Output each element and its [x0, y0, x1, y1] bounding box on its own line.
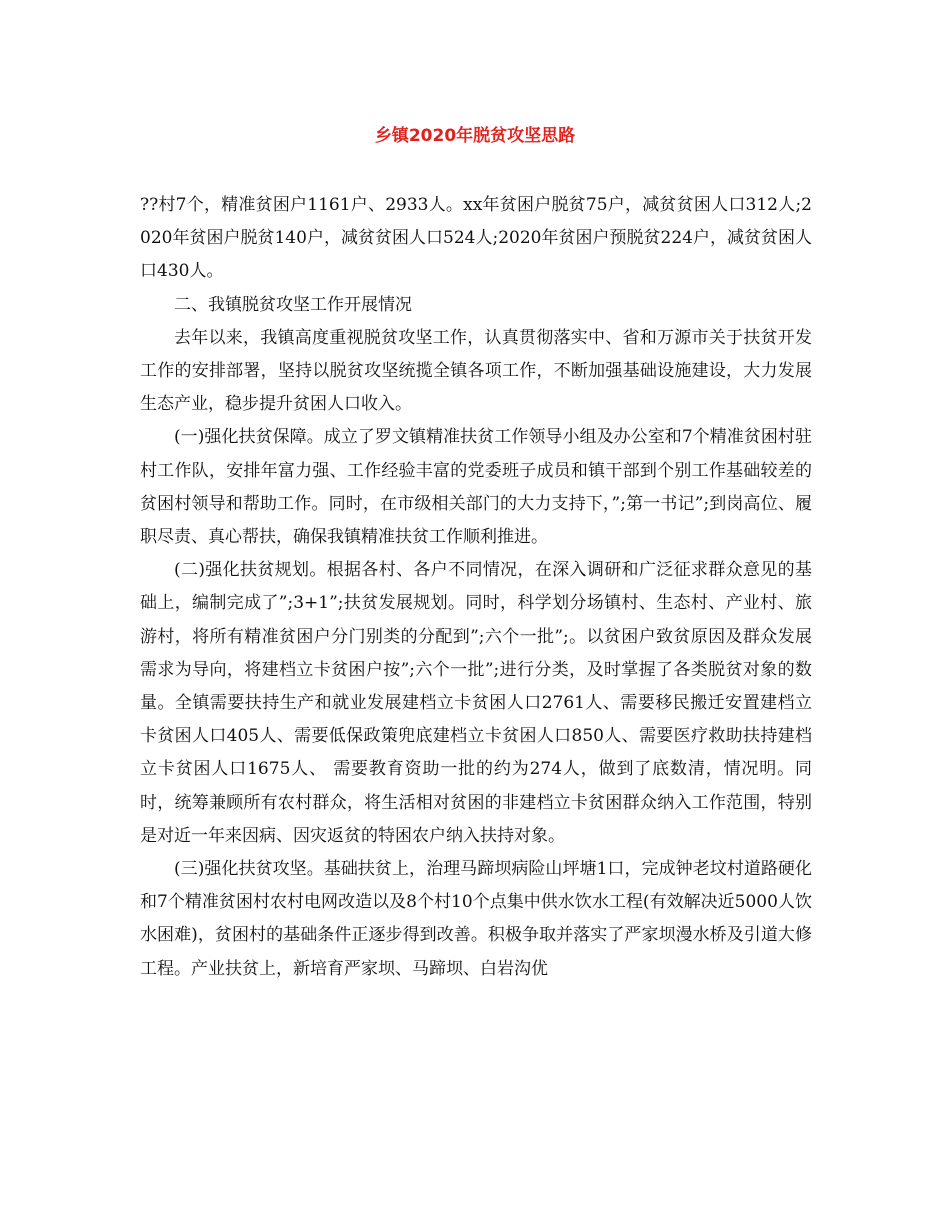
paragraph-statistics: ??村7个，精准贫困户1161户、2933人。xx年贫困户脱贫75户，减贫贫困人口312人;2020年贫困户脱贫140户，减贫贫困人口524人;2020年贫困户预脱贫224户，减贫贫困人口430人。 [140, 195, 812, 282]
section-heading: 二、我镇脱贫攻坚工作开展情况 [174, 294, 412, 315]
paragraph-planning: (二)强化扶贫规划。根据各村、各户不同情况，在深入调研和广泛征求群众意见的基础上，编制完成了”;3+1”;扶贫发展规划。同时，科学划分场镇村、生态村、产业村、旅游村，将所有精准贫困户分门别类的分配到”;六个一批”;。以贫困户致贫原因及群众发展需求为导向，将建档立卡贫困户按”;六个一批”;进行分类，及时掌握了各类脱贫对象的数量。全镇需要扶持生产和就业发展建档立卡贫困人口2761人、需要移民搬迁安置建档立卡贫困人口405人、需要低保政策兜底建档立卡贫困人口850人、需要医疗救助扶持建档立卡贫困人口1675人、 需要教育资助一批的约为274人，做到了底数清，情况明。同时，统筹兼顾所有农村群众，将生活相对贫困的非建档立卡贫困群众纳入工作范围，特别是对近一年来因病、因灾返贫的特困农户纳入扶持对象。 [140, 560, 812, 846]
document-body [140, 189, 812, 986]
paragraph-guarantee: (一)强化扶贫保障。成立了罗文镇精准扶贫工作领导小组及办公室和7个精准贫困村驻村工作队，安排年富力强、工作经验丰富的党委班子成员和镇干部到个别工作基础较差的贫困村领导和帮助工作。同时，在市级相关部门的大力支持下，”;第一书记”;到岗高位、履职尽责、真心帮扶，确保我镇精准扶贫工作顺利推进。 [140, 427, 812, 548]
document-title: 乡镇2020年脱贫攻坚思路 [374, 126, 576, 146]
paragraph-attack: (三)强化扶贫攻坚。基础扶贫上，治理马蹄坝病险山坪塘1口，完成钟老坟村道路硬化和7个精准贫困村农村电网改造以及8个村10个点集中供水饮水工程(有效解决近5000人饮水困难)，贫困村的基础条件正逐步得到改善。积极争取并落实了严家坝漫水桥及引道大修工程。产业扶贫上，新培育严家坝、马蹄坝、白岩沟优 [140, 859, 812, 979]
paragraph-intro: 去年以来，我镇高度重视脱贫攻坚工作，认真贯彻落实中、省和万源市关于扶贫开发工作的安排部署，坚持以脱贫攻坚统揽全镇各项工作，不断加强基础设施建设，大力发展生态产业，稳步提升贫困人口收入。 [140, 327, 812, 415]
